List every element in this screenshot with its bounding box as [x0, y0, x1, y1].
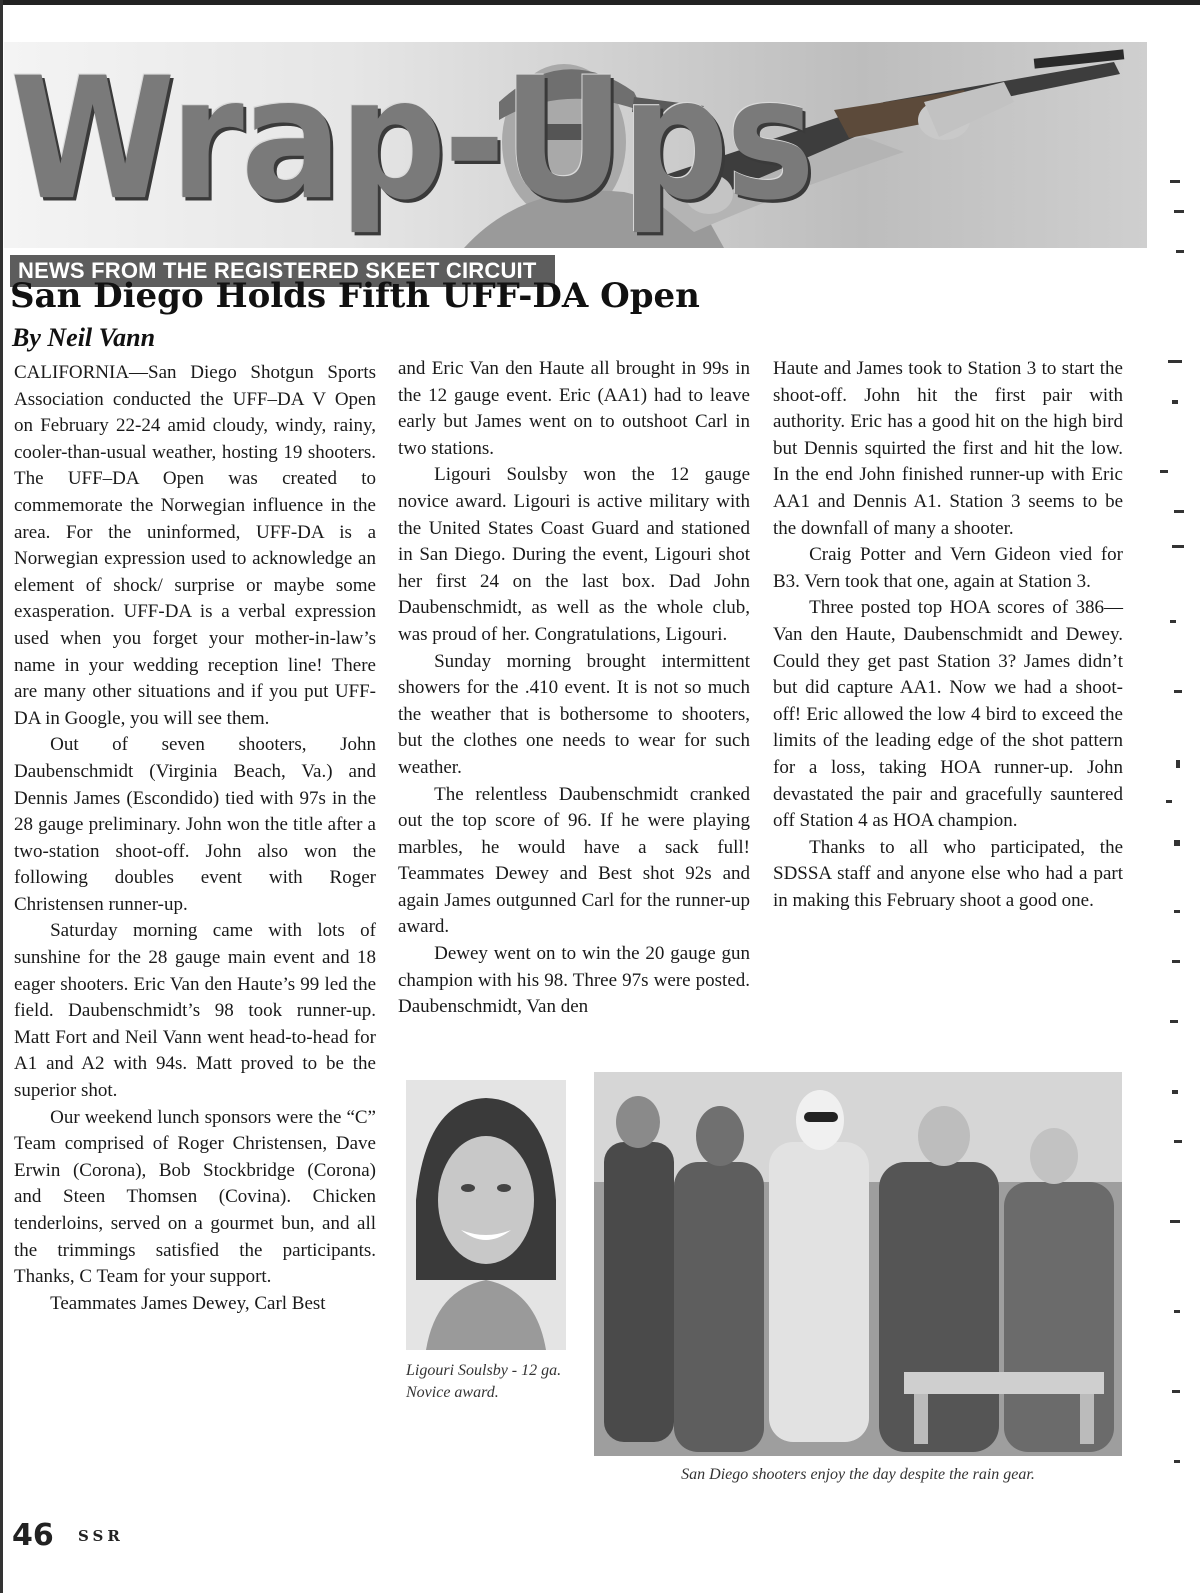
article-paragraph: Saturday morning came with lots of sunshine for the 28 gauge main event and 18 eager shooters. Eric Van den Haute’s 99 led the field. Daubenschmidt’s 98 took runner-up. Matt Fort and Neil Vann went head-to-head for A1 and A2 with 94s. Matt proved to be the superior shot.: [14, 920, 376, 1102]
article-paragraph: Thanks to all who participated, the SDSSA staff and anyone else who had a part in making this February shoot a good one.: [773, 836, 1123, 911]
section-title: Wrap-Ups: [10, 42, 813, 238]
article-paragraph: Three posted top HOA scores of 386—Van den Haute, Daubenschmidt and Dewey. Could they get past Station 3? James didn’t but did capture AA1. Now we had a shoot-off! Eric allowed the low 4 bird to exceed the limits of the leading edge of the shot pattern for a loss, taking HOA runner-up. John devastated the pair and gracefully sauntered off Station 4 as HOA champion.: [773, 597, 1123, 832]
article-paragraph: Sunday morning brought intermittent showers for the .410 event. It is not so much the weather that is bothersome to shooters, but the clothes one needs to wear for such weather.: [398, 650, 750, 778]
article-column-1: [14, 360, 376, 1317]
article-paragraph: Haute and James took to Station 3 to start the shoot-off. John hit the first pair with authority. Eric has a good hit on the high bird but Dennis squirted the first and hit the low. In the end John finished runner-up with Eric AA1 and Dennis A1. Station 3 seems to be the downfall of many a shooter.: [773, 358, 1123, 539]
article-paragraph: and Eric Van den Haute all brought in 99s in the 12 gauge event. Eric (AA1) had to leave early but James went on to outshoot Carl in two stations.: [398, 358, 750, 459]
page-top-border: [0, 0, 1200, 5]
section-banner: [4, 42, 1147, 283]
page-left-border: [0, 0, 3, 1593]
article-paragraph: Our weekend lunch sponsors were the “C” Team comprised of Roger Christensen, Dave Erwin (Corona), Bob Stockbridge (Corona) and Steen Thomsen (Covina). Chicken tenderloins, served on a gourmet bun, and all the trimmings satisfied the participants. Thanks, C Team for your support.: [14, 1106, 376, 1288]
article-paragraph: Teammates James Dewey, Carl Best: [50, 1292, 326, 1314]
group-photo-caption: San Diego shooters enjoy the day despite the rain gear.: [681, 1466, 1035, 1483]
article-headline: San Diego Holds Fifth UFF-DA Open: [10, 276, 700, 316]
page-number: 46: [12, 1518, 54, 1553]
portrait-caption: Ligouri Soulsby - 12 ga. Novice award.: [406, 1362, 562, 1401]
portrait-photo-image: [406, 1080, 566, 1350]
section-subtitle: NEWS FROM THE REGISTERED SKEET CIRCUIT: [10, 255, 555, 287]
article-paragraph: CALIFORNIA—San Diego Shotgun Sports Association conducted the UFF–DA V Open on February 22-24 amid cloudy, windy, rainy, cooler-than-usual weather, hosting 19 shooters. The UFF–DA Open was created to commemorate the Norwegian influence in the area. For the uninformed, UFF-DA is a Norwegian expression used to acknowledge an element of shock/ surprise or maybe some exasperation. UFF-DA is a verbal expression used when you forget your mother-in-law’s name in your wedding reception line! There are many other situations and if you put UFF-DA in Google, you will see them.: [14, 362, 376, 729]
group-photo-image: [594, 1072, 1122, 1456]
article-paragraph: Out of seven shooters, John Daubenschmidt (Virginia Beach, Va.) and Dennis James (Escondido) tied with 97s in the 28 gauge preliminary. John won the title after a two-station shoot-off. John also won the following doubles event with Roger Christensen runner-up.: [14, 734, 376, 915]
portrait-photo: [406, 1080, 566, 1350]
article-paragraph: The relentless Daubenschmidt cranked out the top score of 96. If he were playing marbles, he would have a sack full! Teammates Dewey and Best shot 92s and again James outgunned Carl for the runner-up award.: [398, 783, 750, 938]
article-paragraph: Dewey went on to win the 20 gauge gun champion with his 98. Three 97s were posted. Daubenschmidt, Van den: [398, 943, 750, 1018]
scan-edge-marks: [1150, 160, 1190, 1520]
group-photo: [594, 1072, 1122, 1456]
article-paragraph: Ligouri Soulsby won the 12 gauge novice award. Ligouri is active military with the United States Coast Guard and stationed in San Diego. During the event, Ligouri shot her first 24 on the last box. Dad John Daubenschmidt, as well as the whole club, was proud of her. Congratulations, Ligouri.: [398, 464, 750, 645]
article-byline: By Neil Vann: [12, 323, 156, 352]
article-column-2: [398, 356, 750, 1021]
article-paragraph: Craig Potter and Vern Gideon vied for B3. Vern took that one, again at Station 3.: [773, 544, 1123, 592]
article-column-3: [773, 356, 1123, 914]
magazine-name: SSR: [78, 1527, 124, 1545]
